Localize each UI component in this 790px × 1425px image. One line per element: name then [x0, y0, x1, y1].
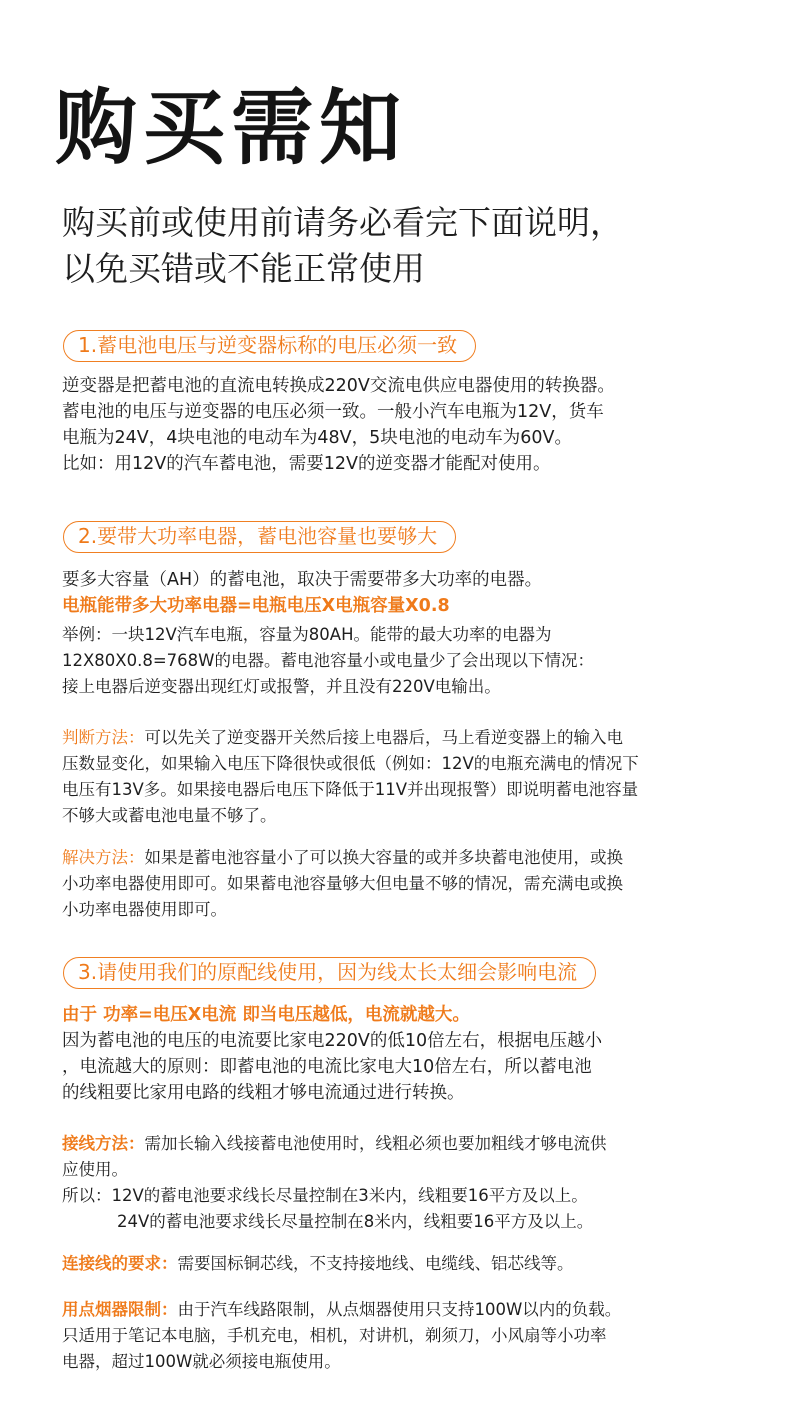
body-line: 可以先关了逆变器开关然后接上电器后，马上看逆变器上的输入电: [144, 728, 623, 747]
body-line: 小功率电器使用即可。如果蓄电池容量够大但电量不够的情况，需充满电或换: [62, 874, 623, 893]
judge-method: [62, 725, 752, 829]
body-line: 压数显变化，如果输入电压下降很快或很低（例如：12V的电瓶充满电的情况下: [62, 754, 639, 773]
subtitle-line: 以免买错或不能正常使用: [62, 249, 425, 288]
section-1-heading: 1.蓄电池电压与逆变器标称的电压必须一致: [63, 330, 476, 362]
body-line: 由于汽车线路限制，从点烟器使用只支持100W以内的负载。: [177, 1300, 622, 1319]
body-line: 需加长输入线接蓄电池使用时，线粗必须也要加粗线才够电流供: [144, 1134, 607, 1153]
body-line: 电压有13V多。如果接电器后电压下降低于11V并出现报警）即说明蓄电池容量: [62, 780, 639, 799]
body-line: 24V的蓄电池要求线长尽量控制在8米内，线粗要16平方及以上。: [117, 1212, 594, 1231]
wiring-method-label: 接线方法：: [62, 1134, 145, 1153]
wiring-method: [62, 1131, 752, 1235]
body-line: 因为蓄电池的电压的电流要比家电220V的低10倍左右，根据电压越小: [62, 1031, 603, 1051]
body-line: 12X80X0.8=768W的电器。蓄电池容量小或电量少了会出现以下情况：: [62, 651, 594, 670]
body-line: 不够大或蓄电池电量不够了。: [62, 806, 277, 825]
solve-method: [62, 845, 752, 923]
section-1-body: [62, 373, 752, 477]
cable-requirement-label: 连接线的要求：: [62, 1254, 178, 1273]
page-subtitle: [62, 200, 623, 292]
power-formula: 由于 功率=电压X电流 即当电压越低，电流就越大。: [62, 1005, 470, 1025]
section-3-heading: 3.请使用我们的原配线使用，因为线太长太细会影响电流: [63, 957, 596, 989]
body-line: ，电流越大的原则：即蓄电池的电流比家电大10倍左右，所以蓄电池: [62, 1057, 592, 1077]
section-2-intro: [62, 567, 752, 619]
body-line: 的线粗要比家用电路的线粗才够电流通过进行转换。: [62, 1083, 465, 1103]
section-2-heading: 2.要带大功率电器，蓄电池容量也要够大: [63, 521, 456, 553]
body-line: 需要国标铜芯线，不支持接地线、电缆线、铝芯线等。: [177, 1254, 574, 1273]
body-line: 蓄电池的电压与逆变器的电压必须一致。一般小汽车电瓶为12V，货车: [62, 402, 604, 422]
judge-method-label: 判断方法：: [62, 728, 145, 747]
body-line: 逆变器是把蓄电池的直流电转换成220V交流电供应电器使用的转换器。: [62, 376, 615, 396]
solve-method-label: 解决方法：: [62, 848, 145, 867]
lighter-limit-label: 用点烟器限制：: [62, 1300, 178, 1319]
body-line: 如果是蓄电池容量小了可以换大容量的或并多块蓄电池使用，或换: [144, 848, 623, 867]
body-line: 电瓶为24V，4块电池的电动车为48V，5块电池的电动车为60V。: [62, 428, 572, 448]
body-line: 只适用于笔记本电脑，手机充电，相机，对讲机，剃须刀，小风扇等小功率: [62, 1326, 607, 1345]
lighter-limit: [62, 1297, 752, 1375]
cable-requirement: [62, 1251, 752, 1277]
body-line: 应使用。: [62, 1160, 128, 1179]
body-line: 要多大容量（AH）的蓄电池，取决于需要带多大功率的电器。: [62, 570, 543, 590]
capacity-formula: 电瓶能带多大功率电器=电瓶电压X电瓶容量X0.8: [62, 596, 450, 616]
body-line: 小功率电器使用即可。: [62, 900, 227, 919]
body-line: 所以：12V的蓄电池要求线长尽量控制在3米内，线粗要16平方及以上。: [62, 1186, 588, 1205]
body-line: 电器，超过100W就必须接电瓶使用。: [62, 1352, 341, 1371]
page-title: 购买需知: [55, 81, 408, 176]
body-line: 接上电器后逆变器出现红灯或报警，并且没有220V电输出。: [62, 677, 501, 696]
subtitle-line: 购买前或使用前请务必看完下面说明，: [62, 203, 623, 242]
section-3-body: [62, 1002, 752, 1106]
body-line: 举例：一块12V汽车电瓶，容量为80AH。能带的最大功率的电器为: [62, 625, 552, 644]
body-line: 比如：用12V的汽车蓄电池，需要12V的逆变器才能配对使用。: [62, 454, 551, 474]
section-2-example: [62, 622, 752, 700]
